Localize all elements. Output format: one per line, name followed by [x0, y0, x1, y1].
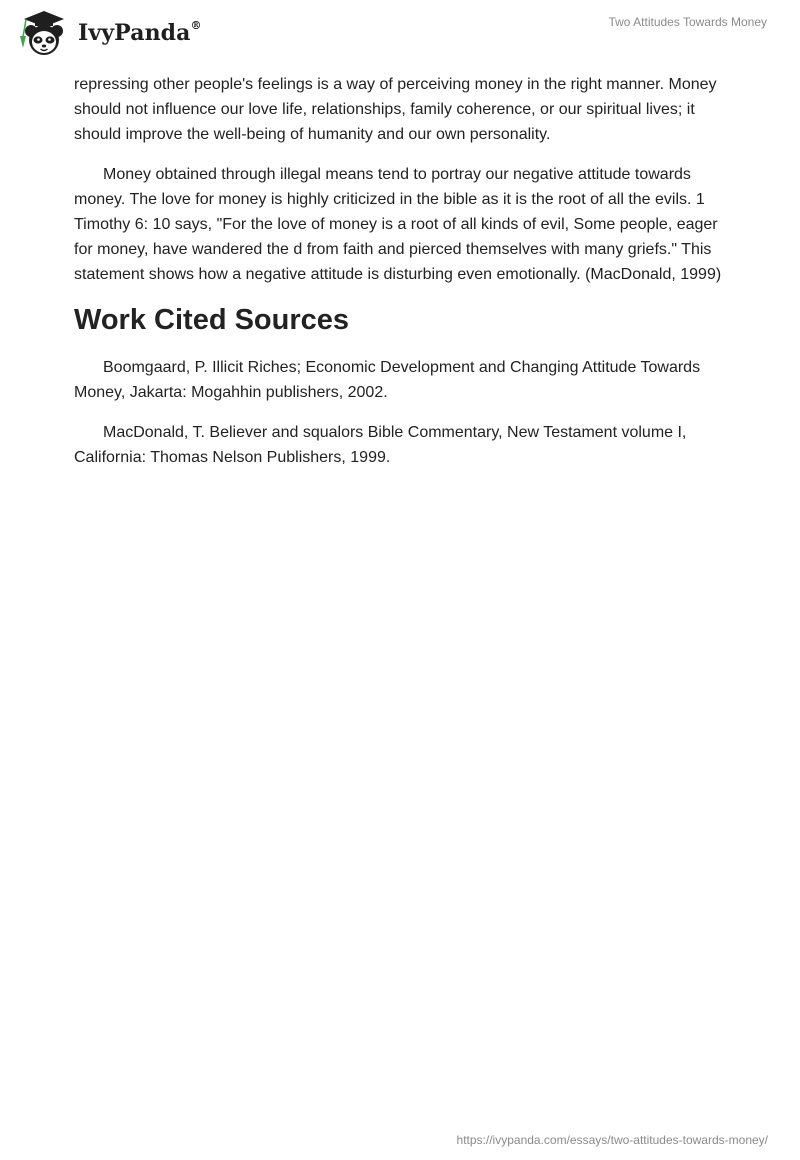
panda-graduate-icon: [16, 7, 76, 57]
document-title: Two Attitudes Towards Money: [608, 15, 767, 29]
source-url-link[interactable]: https://ivypanda.com/essays/two-attitudes-towards-money/: [456, 1133, 768, 1147]
paragraph-continued: repressing other people's feelings is a way of perceiving money in the right manner. Money should not influence our love life, relationships, family coherence, or our spiritual lives; it should improve the well-being of humanity and our own personality.: [74, 76, 717, 143]
section-heading: Work Cited Sources: [74, 304, 350, 336]
paragraph: Money obtained through illegal means tend to portray our negative attitude towards money. The love for money is highly criticized in the bible as it is the root of all the evils. 1 Timothy 6: 10 says, "For the love of money is a root of all kinds of evil, Some people, eager for money, have wandered the d from faith and pierced themselves with many griefs." This statement shows how a negative attitude is disturbing even emotionally. (MacDonald, 1999): [74, 166, 722, 283]
page-header: [0, 0, 800, 70]
brand-name: IvyPanda®: [78, 18, 202, 46]
reference-item: Boomgaard, P. Illicit Riches; Economic Development and Changing Attitude Towards Money, Jakarta: Mogahhin publishers, 2002.: [74, 359, 701, 401]
essay-content: [74, 72, 734, 485]
reference-item: MacDonald, T. Believer and squalors Bible Commentary, New Testament volume I, California: Thomas Nelson Publishers, 1999.: [74, 424, 687, 466]
ivypanda-logo[interactable]: [16, 7, 202, 57]
